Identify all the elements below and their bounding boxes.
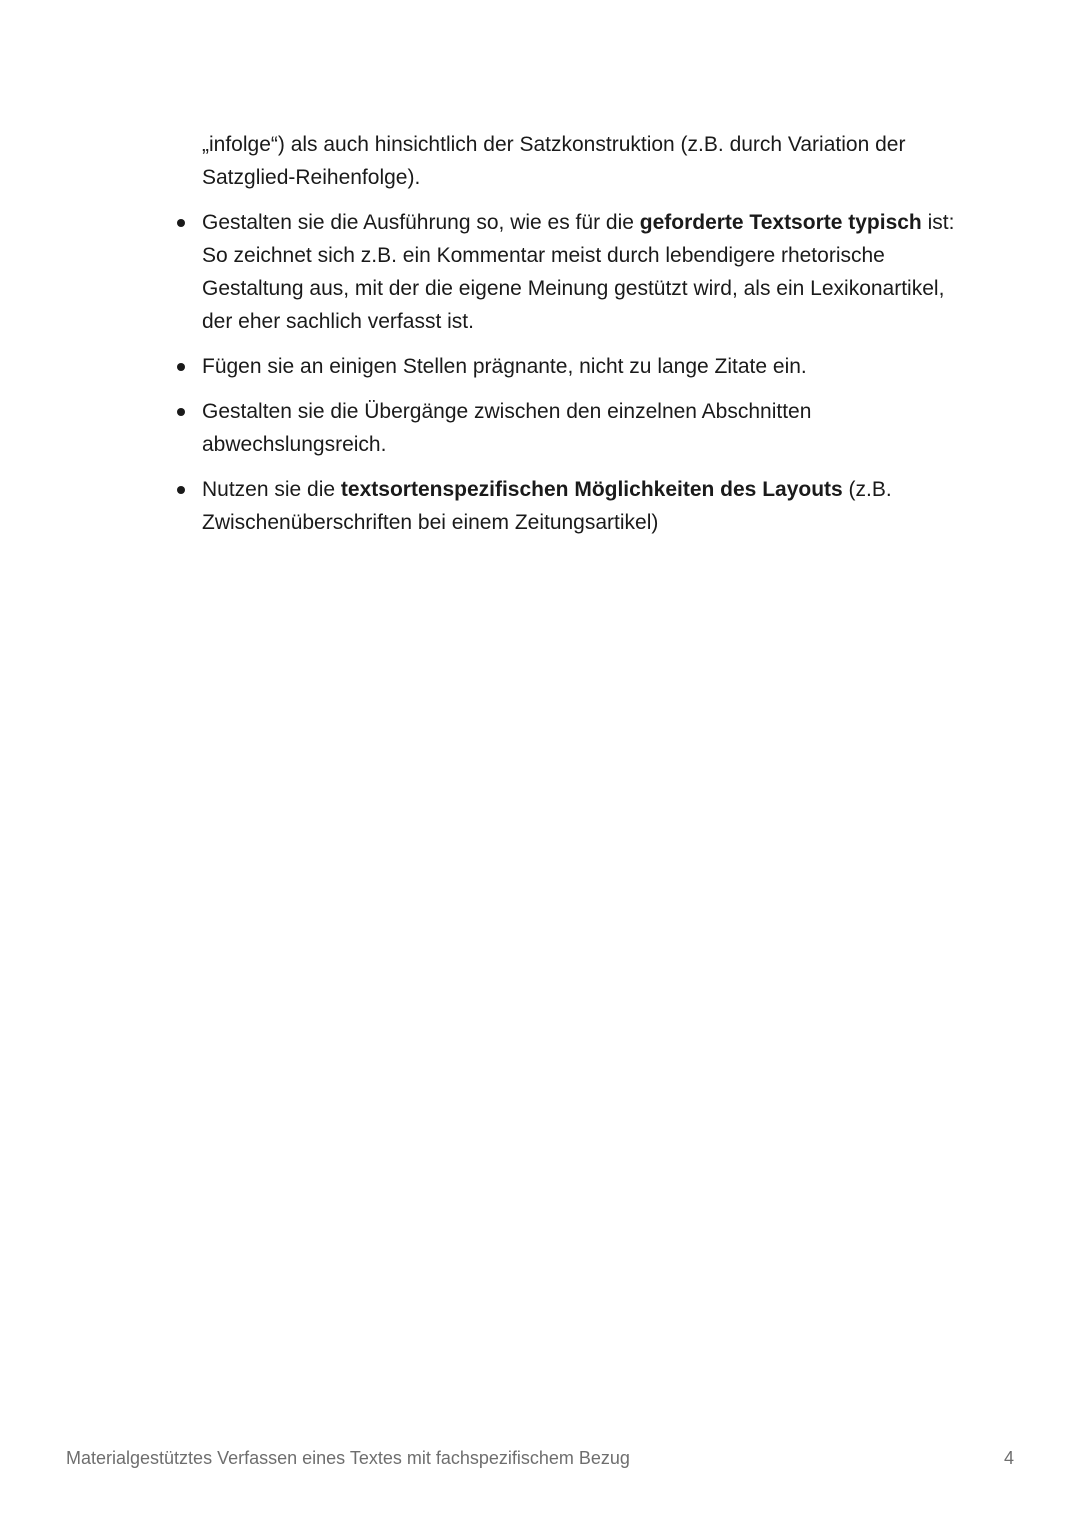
bullet-icon	[177, 363, 185, 371]
list-item-emphasis: textsortenspezifischen Möglichkeiten des Layouts	[340, 478, 843, 501]
list-item-text: Gestalten sie die Übergänge zwischen den einzelnen Abschnitten abwechslungsreich.	[202, 400, 812, 456]
document-content	[0, 128, 1080, 551]
list-item-text: Fügen sie an einigen Stellen prägnante, nicht zu lange Zitate ein.	[202, 355, 807, 378]
list-item-text: Gestalten sie die Ausführung so, wie es für die	[202, 211, 640, 234]
list-item-text: ist: So zeichnet sich z.B. ein Kommentar meist durch lebendigere rhetorische Gestaltung aus, mit der die eigene Meinung gestützt wird, als ein Lexikonartikel, der eher sachlich verfasst ist.	[202, 211, 955, 333]
list-item-text: (z.B. Zwischenüberschriften bei einem Zeitungsartikel)	[202, 478, 892, 534]
bullet-icon	[177, 408, 185, 416]
list-item	[202, 473, 962, 539]
bullet-list	[0, 206, 1080, 539]
bullet-icon	[177, 219, 185, 227]
list-item-text: Nutzen sie die	[202, 478, 341, 501]
list-item	[202, 395, 962, 461]
page-number: 4	[1003, 1448, 1014, 1468]
continuation-paragraph: „infolge“) als auch hinsichtlich der Satzkonstruktion (z.B. durch Variation der Satzglied-Reihenfolge).	[202, 133, 906, 189]
list-item	[202, 206, 962, 338]
footer-title: Materialgestütztes Verfassen eines Textes mit fachspezifischem Bezug	[66, 1448, 630, 1468]
list-item	[202, 350, 962, 383]
bullet-icon	[177, 486, 185, 494]
list-item-emphasis: geforderte Textsorte typisch	[639, 211, 922, 234]
